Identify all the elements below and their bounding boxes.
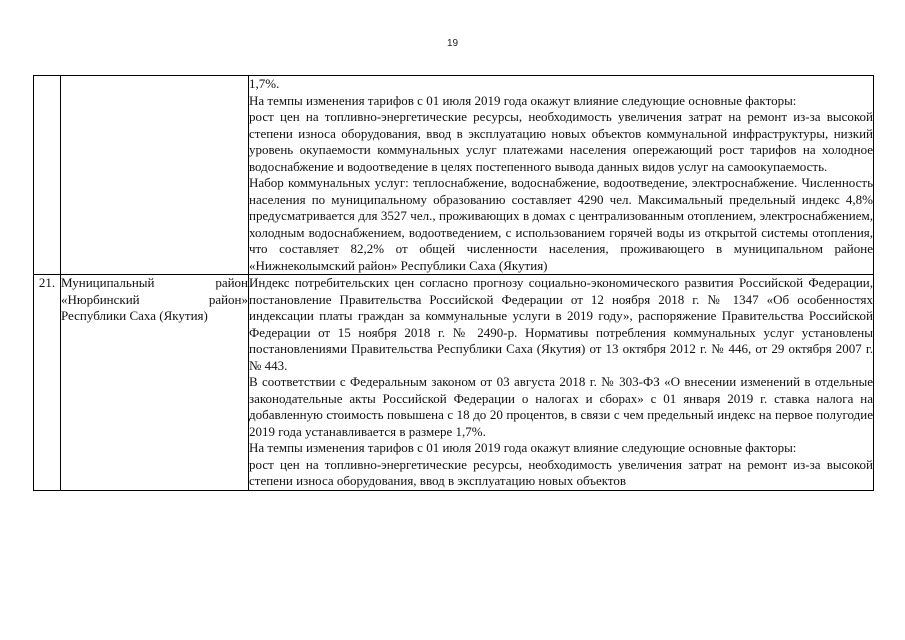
paragraph: На темпы изменения тарифов с 01 июля 2019 года окажут влияние следующие основные факторы: [249, 92, 797, 108]
paragraph: Индекс потребительских цен согласно прогнозу социально-экономического развития Российской Федерации, постановление Правительства Российской Федерации от 12 ноября 2018 г. № 1347 «Об особенностях индексации платы граждан за коммунальные услуги в 2019 году», распоряжение Правительства Российской Федерации от 15 ноября 2018 г. № 2490-р. Нормативы потребления коммунальных услуг установлены постановлениями Правительства Республики Саха (Якутия) от 13 октября 2012 г. № 446, от 29 октября 2007 г. № 443. [249, 275, 873, 373]
page-number: 19 [446, 38, 459, 49]
paragraph: рост цен на топливно-энергетические ресурсы, необходимость увеличения затрат на ремонт из-за высокой степени износа оборудования, ввод в эксплуатацию новых объектов коммунальной инфраструктуры, низкий уровень окупаемости коммунальных услуг платежами населения опережающий рост тарифов на холодное водоснабжение и водоотведение в целях постепенного вывода данных видов услуг на самоокупаемость. [249, 109, 873, 174]
paragraph: В соответствии с Федеральным законом от 03 августа 2018 г. № 303-ФЗ «О внесении изменений в отдельные законодательные акты Российской Федерации о налогах и сборах» с 01 января 2019 г. ставка налога на добавленную стоимость повышена с 18 до 20 процентов, в связи с чем предельный индекс на первое полугодие 2019 года устанавливается в размере 1,7%. [249, 374, 873, 439]
paragraph: рост цен на топливно-энергетические ресурсы, необходимость увеличения затрат на ремонт из-за высокой степени износа оборудования, ввод в эксплуатацию новых объектов [249, 456, 873, 488]
paragraph: На темпы изменения тарифов с 01 июля 2019 года окажут влияние следующие основные факторы: [249, 440, 797, 455]
table-row [34, 275, 874, 491]
district-cell [61, 76, 249, 275]
district-cell [61, 275, 249, 491]
paragraph: Набор коммунальных услуг: теплоснабжение, водоснабжение, водоотведение, электроснабжение. Численность населения по муниципальному образованию составляет 4290 чел. Максимальный предельный индекс 4,8% предусматривается для 3527 чел., проживающих в домах с централизованным отоплением, электроснабжением, холодным водоснабжением, водоотведением, с использованием горячей воды из открытой системы отопления, что составляет 82,2% от общей численности населения, проживающего в муниципальном районе «Нижнеколымский район» Республики Саха (Якутия) [249, 175, 873, 273]
table-row [34, 76, 874, 275]
district-name: Муниципальный район «Нюрбинский район» Республики Саха (Якутия) [61, 275, 248, 323]
row-number-cell: 21. [34, 275, 61, 491]
paragraph: 1,7%. [249, 76, 280, 91]
tariff-table [33, 75, 874, 491]
description-cell [249, 76, 874, 275]
description-cell [249, 275, 874, 491]
row-number-cell [34, 76, 61, 275]
